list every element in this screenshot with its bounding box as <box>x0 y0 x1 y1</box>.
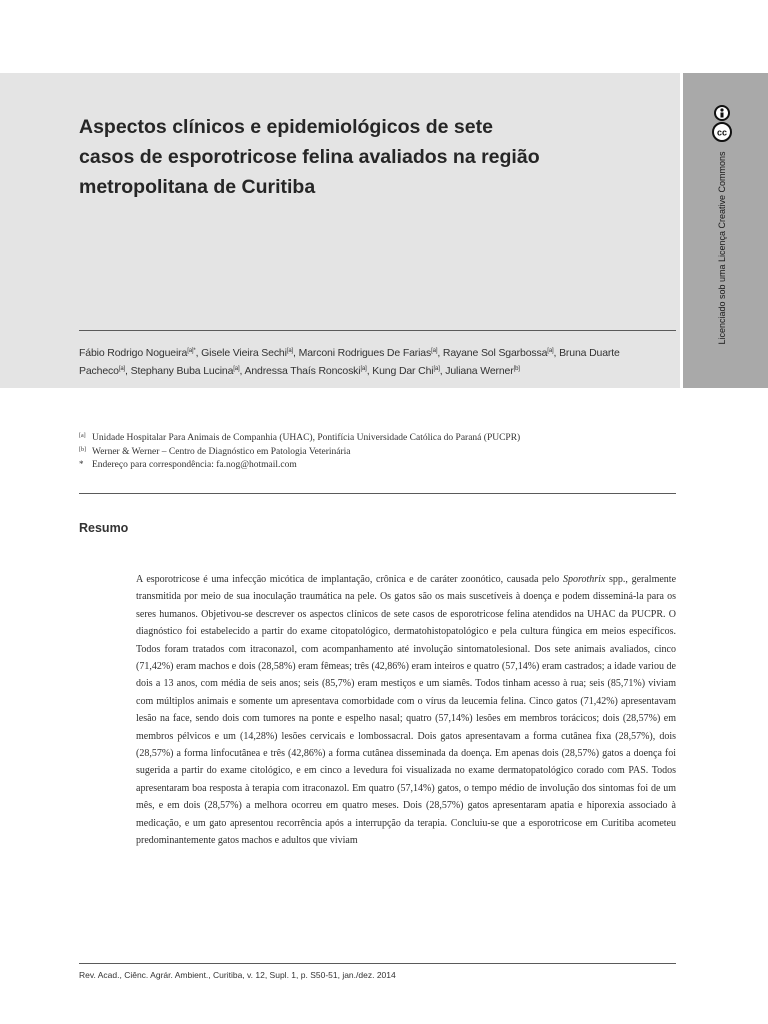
author-separator: , <box>195 347 202 359</box>
abstract-part-2: spp., geralmente transmitida por meio de sua inoculação traumática na pele. Os gatos são os mais suscetíveis à doença e podem disseminá-la para os seres humanos. Objetivou-se descrever os aspectos clínicos de sete casos de esporotricose felina atendidos na UHAC da PUCPR. O diagnóstico foi estabelecido a partir do exame citopatológico, dermatohistopatológico e pela cultura fúngica em meios específicos. Todos foram tratados com itraconazol, com acompanhamento até involução sintomatolesional. Dos sete animais avaliados, cinco (71,42%) eram machos e dois (28,58%) eram fêmeas; três (42,86%) eram inteiros e quatro (57,14%) eram castrados; a idade variou de dois a 13 anos, com média de seis anos; seis (85,7%) eram mestiços e um siamês. Todos tinham acesso à rua; seis (85,71%) viviam com múltiplos animais e somente um apresentava comorbidade com o vírus da leucemia felina. Cinco gatos (71,42%) apresentavam lesão na face, sendo dois com tumores na ponte e espelho nasal; quatro (57,14%) lesões em membros torácicos; dois (28,57%) em membros pélvicos e um (14,28%) lesões cervicais e lombossacral. Dois gatos apresentavam a forma cutânea fixa (28,57%), dois (28,57%) a forma linfocutânea e três (42,86%) a forma cutânea disseminada da doença. Em apenas dois (28,57%) gatos a doença foi sugerida a partir do exame citológico, e em cinco a levedura foi visualizada no exame dermatopatológico corado com PAS. Todos apresentaram boa resposta à terapia com itraconazol. Em quatro (57,14%) gatos, o tempo médio de involução dos sintomas foi de um mês, e em dois (28,57%) a melhora ocorreu em quatro meses. Dois (28,57%) gatos apresentaram apatia e hiporexia associado à medicação, e um gato apresentou recorrência após a interrupção da terapia. Concluiu-se que a esporotricose em Curitiba acometeu predominantemente gatos machos e adultos que viviam <box>136 574 677 847</box>
author-affiliation-mark: [a] <box>286 348 294 354</box>
section-heading: Resumo <box>79 521 129 535</box>
author-separator: , <box>366 365 373 377</box>
title-divider <box>79 330 676 331</box>
author-affiliation-mark: [a] <box>118 366 126 372</box>
author-separator: , <box>437 347 443 359</box>
license-text: Licenciado sob uma Licença Creative Commons <box>717 151 727 345</box>
affiliation-text: Werner & Werner – Centro de Diagnóstico em Patologia Veterinária <box>92 447 351 457</box>
affiliation-marker: [b] <box>79 447 86 453</box>
author-name: Marconi Rodrigues De Farias <box>298 347 432 359</box>
author-separator: , <box>553 347 560 359</box>
affiliation-marker: [a] <box>79 433 86 439</box>
author-name: Andressa Thaís Roncoski <box>244 365 361 377</box>
abstract-italic-term: Sporothrix <box>562 574 606 585</box>
author-affiliation-mark: [a] <box>431 348 438 354</box>
author-separator: , <box>239 365 245 377</box>
journal-citation: Rev. Acad., Ciênc. Agrár. Ambient., Curitiba, v. 12, Supl. 1, p. S50-51, jan./dez. 2014 <box>79 970 396 980</box>
author-list <box>79 344 639 380</box>
author-separator: , <box>439 365 446 377</box>
affiliation-divider <box>79 493 676 494</box>
author-name: Gisele Vieira Sechi <box>201 347 287 359</box>
author-name: Stephany Buba Lucina <box>130 365 234 377</box>
article-title: Aspectos clínicos e epidemiológicos de sete casos de esporotricose felina avaliados na região metropolitana de Curitiba <box>79 116 540 198</box>
author-affiliation-mark: [a] <box>433 366 440 372</box>
correspondence-marker: * <box>79 459 84 469</box>
affiliation-text: Unidade Hospitalar Para Animais de Companhia (UHAC), Pontifícia Universidade Católica do Paraná (PUCPR) <box>92 433 521 443</box>
author-name: Bruna Duarte Pacheco <box>79 347 620 377</box>
author-affiliation-mark: [a] <box>547 348 554 354</box>
footer-divider <box>79 963 676 964</box>
author-affiliation-mark: [a] <box>360 366 367 372</box>
abstract-text <box>136 571 676 850</box>
author-affiliation-mark: [a]* <box>187 348 196 354</box>
author-name: Kung Dar Chi <box>372 365 434 377</box>
correspondence-text: Endereço para correspondência: fa.nog@hotmail.com <box>92 460 297 470</box>
author-separator: , <box>125 365 131 377</box>
svg-text:cc: cc <box>716 127 728 138</box>
correspondence <box>79 457 679 473</box>
abstract-part-1: A esporotricose é uma infecção micótica de implantação, crônica e de caráter zoonótico, causada pelo <box>136 574 563 585</box>
author-separator: , <box>293 347 299 359</box>
author-name: Rayane Sol Sgarbossa <box>442 347 548 359</box>
author-affiliation-mark: [a] <box>233 366 240 372</box>
author-affiliation-mark: [b] <box>513 366 520 372</box>
author-name: Juliana Werner <box>445 365 514 377</box>
creative-commons-by-icon <box>707 100 737 144</box>
author-name: Fábio Rodrigo Nogueira <box>79 347 188 359</box>
